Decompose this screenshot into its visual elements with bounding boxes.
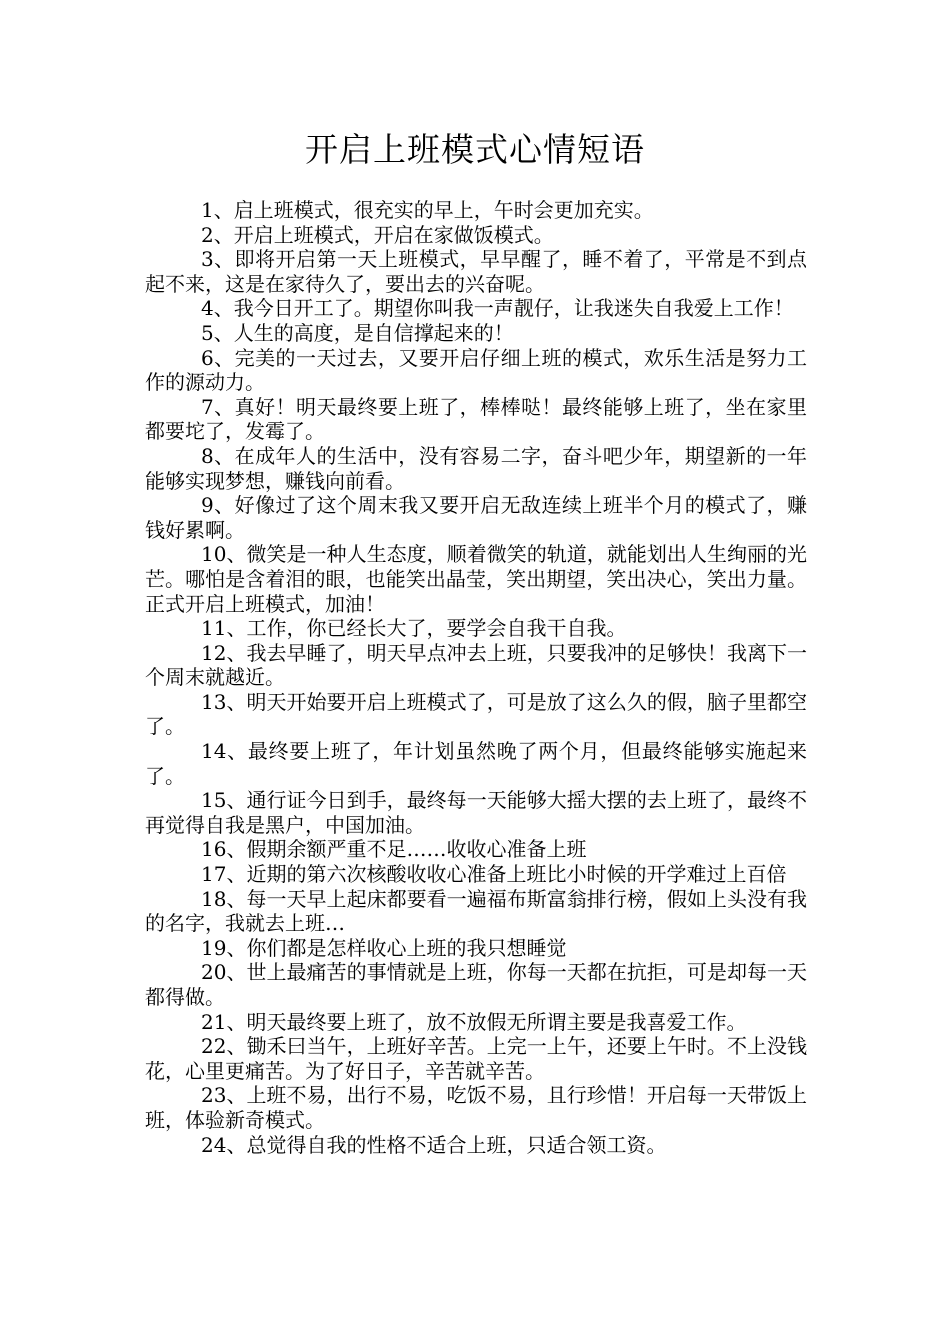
paragraph: 18、每一天早上起床都要看一遍福布斯富翁排行榜，假如上头没有我的名字，我就去上班… bbox=[145, 886, 807, 936]
paragraph: 11、工作，你已经长大了，要学会自我干自我。 bbox=[201, 616, 627, 641]
paragraph: 6、完美的一天过去，又要开启仔细上班的模式，欢乐生活是努力工作的源动力。 bbox=[145, 345, 807, 395]
paragraph: 15、通行证今日到手，最终每一天能够大摇大摆的去上班了，最终不再觉得自我是黑户，中国加油。 bbox=[145, 788, 807, 837]
paragraph: 14、最终要上班了，年计划虽然晚了两个月，但最终能够实施起来了。 bbox=[145, 739, 807, 788]
paragraph: 1、启上班模式，很充实的早上，午时会更加充实。 bbox=[201, 198, 654, 222]
paragraph: 16、假期余额严重不足……收收心准备上班 bbox=[201, 837, 587, 862]
document-body bbox=[145, 198, 807, 1157]
paragraph: 22、锄禾曰当午，上班好辛苦。上完一上午，还要上午时。不上没钱花，心里更痛苦。为了好日子，辛苦就辛苦。 bbox=[145, 1034, 807, 1083]
paragraph: 9、好像过了这个周末我又要开启无敌连续上班半个月的模式了，赚钱好累啊。 bbox=[145, 493, 807, 542]
paragraph: 4、我今日开工了。期望你叫我一声靓仔，让我迷失自我爱上工作！ bbox=[201, 296, 794, 321]
paragraph: 10、微笑是一种人生态度，顺着微笑的轨道，就能划出人生绚丽的光芒。哪怕是含着泪的眼，也能笑出晶莹，笑出期望，笑出决心，笑出力量。正式开启上班模式，加油！ bbox=[145, 542, 807, 616]
paragraph: 5、人生的高度，是自信撑起来的！ bbox=[201, 320, 514, 345]
paragraph: 13、明天开始要开启上班模式了，可是放了这么久的假，脑子里都空了。 bbox=[145, 689, 807, 739]
paragraph: 2、开启上班模式，开启在家做饭模式。 bbox=[201, 222, 554, 247]
paragraph: 17、近期的第六次核酸收收心准备上班比小时候的开学难过上百倍 bbox=[201, 862, 787, 887]
paragraph: 8、在成年人的生活中，没有容易二字，奋斗吧少年，期望新的一年能够实现梦想，赚钱向前看。 bbox=[145, 443, 807, 493]
paragraph: 21、明天最终要上班了，放不放假无所谓主要是我喜爱工作。 bbox=[201, 1009, 747, 1034]
paragraph: 12、我去早睡了，明天早点冲去上班，只要我冲的足够快！我离下一个周末就越近。 bbox=[145, 640, 807, 690]
paragraph: 23、上班不易，出行不易，吃饭不易，且行珍惜！开启每一天带饭上班，体验新奇模式。 bbox=[145, 1083, 807, 1132]
paragraph: 20、世上最痛苦的事情就是上班，你每一天都在抗拒，可是却每一天都得做。 bbox=[145, 960, 807, 1009]
document-title: 开启上班模式心情短语 bbox=[305, 130, 645, 169]
paragraph: 24、总觉得自我的性格不适合上班，只适合领工资。 bbox=[201, 1132, 667, 1157]
paragraph: 7、真好！明天最终要上班了，棒棒哒！最终能够上班了，坐在家里都要坨了，发霉了。 bbox=[145, 394, 807, 444]
paragraph: 19、你们都是怎样收心上班的我只想睡觉 bbox=[201, 935, 567, 960]
paragraph: 3、即将开启第一天上班模式，早早醒了，睡不着了，平常是不到点起不来，这是在家待久了，要出去的兴奋呢。 bbox=[145, 247, 807, 296]
